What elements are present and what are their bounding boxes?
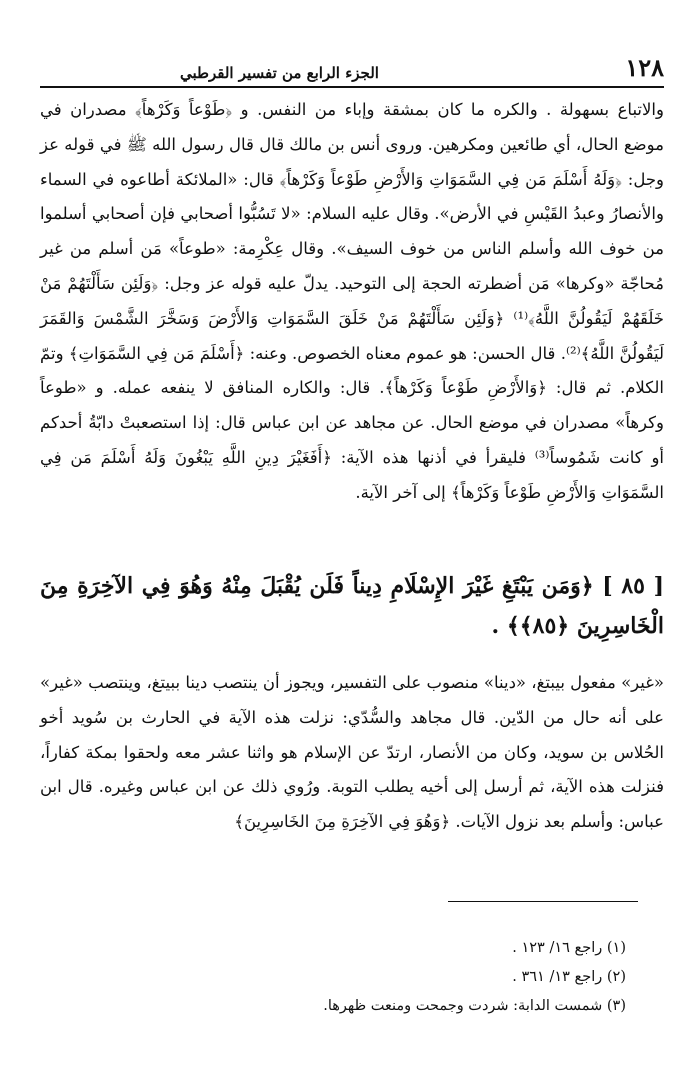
verse-text: [ ٨٥ ] ﴿وَمَن يَبْتَغِ غَيْرَ الإِسْلَامِ دِيناً فَلَن يُقْبَلَ مِنْهُ وَهُوَ فِي الآخِرَةِ مِنَ الْخَاسِرِينَ ﴿٨٥﴾﴾ . [40, 573, 665, 639]
tafsir-body [40, 93, 664, 511]
footnotes [40, 934, 626, 1021]
running-title: الجزء الرابع من تفسير القرطبي [180, 64, 379, 82]
body-paragraph: والاتباع بسهولة . والكره ما كان بمشقة وإباء من النفس. و ﴿طَوْعاً وَكَرْهاً﴾ مصدران في موضع الحال، أي طائعين ومكرهين. وروى أنس بن مالك قال قال رسول الله ﷺ في قوله عز وجل: ﴿وَلَهُ أَسْلَمَ مَن فِي السَّمَوَاتِ وَالأَرْضِ طَوْعاً وَكَرْهاً﴾ قال: «الملائكة أطاعوه في السماء والأنصارُ وعبدُ القَيْسِ في الأرض». وقال عليه السلام: «لا تَسُبُّوا أصحابي فإن أصحابي أسلموا من خوف الله وأسلم الناس من خوف السيف». وقال عِكْرِمة: «طوعاً» مَن أسلم من غير مُحاجّة «وكرها» مَن أضطرته الحجة إلى التوحيد. يدلّ عليه قوله عز وجل: ﴿وَلَئِن سَأَلْتَهُمْ مَنْ خَلَقَهُمْ لَيَقُولُنَّ اللَّهُ﴾⁽¹⁾ ﴿وَلَئِن سَأَلْتَهُمْ مَنْ خَلَقَ السَّمَوَاتِ وَالأَرْضَ وَسَخَّرَ الشَّمْسَ وَالقَمَرَ لَيَقُولُنَّ اللَّهُ﴾⁽²⁾. قال الحسن: هو عموم معناه الخصوص. وعنه: ﴿أَسْلَمَ مَن فِي السَّمَوَاتِ﴾ وتمّ الكلام. ثم قال: ﴿وَالأَرْضِ طَوْعاً وَكَرْهاً﴾. قال: والكاره المنافق لا ينفعه عمله. و «طوعاً وكرهاً» مصدران في موضع الحال. عن مجاهد عن ابن عباس قال: إذا استصعبتْ دابّةُ أحدكم أو كانت شَمُوساً⁽³⁾ فليقرأ في أذنها هذه الآية: ﴿أَفَغَيْرَ دِينِ اللَّهِ يَبْغُونَ وَلَهُ أَسْلَمَ مَن فِي السَّمَوَاتِ وَالأَرْضِ طَوْعاً وَكَرْهاً﴾ إلى آخر الآية. [40, 100, 665, 502]
quran-verse-85 [40, 566, 664, 646]
footnote-2: (٢) راجع ١٣/ ٣٦١ . [512, 969, 626, 985]
page-number: ١٢٨ [625, 53, 664, 82]
commentary-paragraph: «غير» مفعول بيبتغ، «دينا» منصوب على التفسير، ويجوز أن ينتصب دينا ببيتغ، وينتصب «غير» على أنه حال من الدّين. قال مجاهد والسُّدّي: نزلت هذه الآية في الحارث بن سُويد أخو الحُلاس بن سويد، وكان من الأنصار، ارتدّ عن الإسلام هو واثنا عشر معه ولحقوا بمكة كفاراً، فنزلت هذه الآية، ثم أرسل إلى أخيه يطلب التوبة. ورُوي ذلك عن ابن عباس وغيره. قال ابن عباس: وأسلم بعد نزول الآيات. ﴿وَهُوَ فِي الآخِرَةِ مِنَ الخَاسِرِينَ﴾ [40, 673, 664, 832]
verse-commentary [40, 666, 664, 840]
page-header [40, 52, 664, 88]
footnote-divider [448, 901, 638, 902]
footnote-1: (١) راجع ١٦/ ١٢٣ . [512, 940, 626, 956]
footnote-3: (٣) شمست الدابة: شردت وجمحت ومنعت ظهرها. [323, 998, 626, 1014]
